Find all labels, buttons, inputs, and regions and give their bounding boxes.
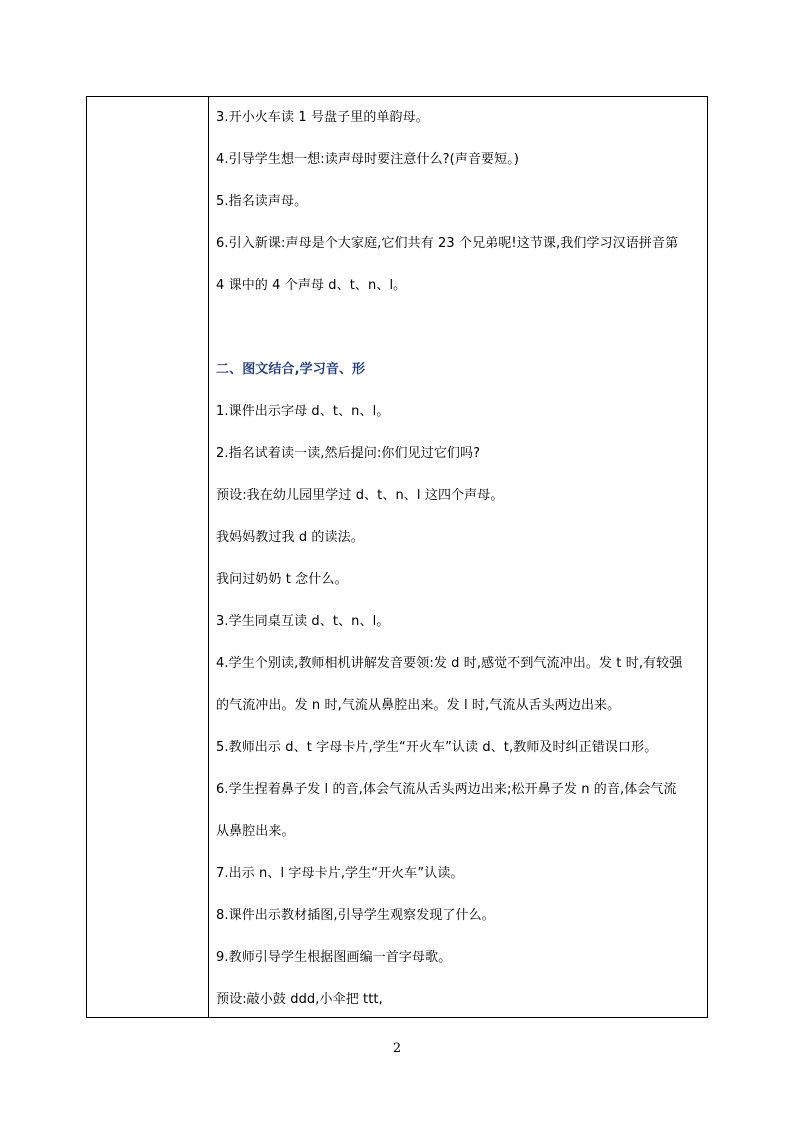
lesson-table	[86, 96, 708, 1018]
text-line: 4.学生个别读,教师相机讲解发音要领:发 d 时,感觉不到气流冲出。发 t 时,有较强	[216, 656, 683, 671]
column-divider	[208, 97, 209, 1017]
text-line: 9.教师引导学生根据图画编一首字母歌。	[216, 950, 452, 965]
text-line: 3.开小火车读 1 号盘子里的单韵母。	[216, 110, 429, 125]
text-line: 3.学生同桌互读 d、t、n、l。	[216, 614, 390, 629]
text-line: 2.指名试着读一读,然后提问:你们见过它们吗?	[216, 446, 481, 461]
text-line: 1.课件出示字母 d、t、n、l。	[216, 404, 390, 419]
text-line: 预设:我在幼儿园里学过 d、t、n、l 这四个声母。	[216, 488, 504, 503]
text-line: 5.指名读声母。	[216, 194, 308, 209]
text-line: 我妈妈教过我 d 的读法。	[216, 530, 364, 545]
text-line: 5.教师出示 d、t 字母卡片,学生“开火车”认读 d、t,教师及时纠正错误口形。	[216, 740, 658, 755]
text-line: 预设:敲小鼓 ddd,小伞把 ttt,	[216, 992, 383, 1007]
text-line: 8.课件出示教材插图,引导学生观察发现了什么。	[216, 908, 495, 923]
text-line: 6.学生捏着鼻子发 l 的音,体会气流从舌头两边出来;松开鼻子发 n 的音,体会气流	[216, 782, 677, 797]
text-line: 4 课中的 4 个声母 d、t、n、l。	[216, 278, 407, 293]
text-line: 我问过奶奶 t 念什么。	[216, 572, 348, 587]
page-number: 2	[392, 1041, 402, 1056]
section-heading: 二、图文结合,学习音、形	[216, 362, 366, 377]
text-line: 6.引入新课:声母是个大家庭,它们共有 23 个兄弟呢!这节课,我们学习汉语拼音第	[216, 236, 679, 251]
text-line: 7.出示 n、l 字母卡片,学生“开火车”认读。	[216, 866, 464, 881]
text-line: 的气流冲出。发 n 时,气流从鼻腔出来。发 l 时,气流从舌头两边出来。	[216, 698, 621, 713]
text-line: 4.引导学生想一想:读声母时要注意什么?(声音要短。)	[216, 152, 520, 167]
text-line: 从鼻腔出来。	[216, 824, 295, 839]
table-left-cell	[87, 97, 208, 1017]
table-content-cell	[216, 97, 699, 1017]
